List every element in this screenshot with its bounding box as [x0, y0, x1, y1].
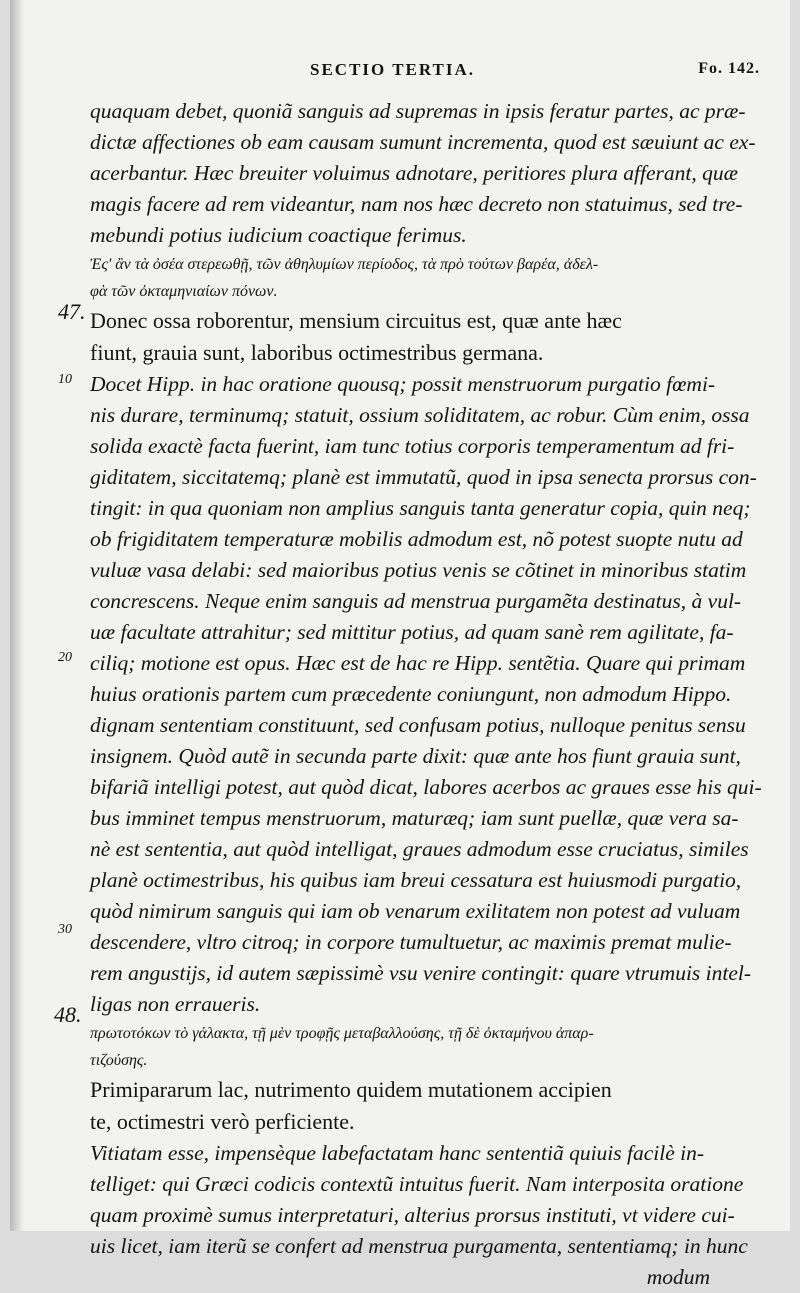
commentary-line: quam proximè sumus interpretaturi, alterius prorsus instituti, vt videre cui-	[90, 1203, 735, 1227]
commentary-line: insignem. Quòd autẽ in secunda parte dixit: quæ ante hos fiunt grauia sunt,	[90, 744, 741, 768]
commentary-line: nè est sententia, aut quòd intelligat, graues admodum esse cruciatus, similes	[90, 837, 749, 861]
aphorism-line: Donec ossa roborentur, mensium circuitus est, quæ ante hæc	[90, 308, 622, 333]
commentary-line: ciliq; motione est opus. Hæc est de hac re Hipp. sentẽtia. Quare qui primam	[90, 651, 746, 675]
commentary-line: nis durare, terminumq; statuit, ossium soliditatem, ac robur. Cùm enim, ossa	[90, 403, 750, 427]
commentary-line: tingit: in qua quoniam non amplius sanguis tanta generatur copia, quin neq;	[90, 496, 751, 520]
commentary-line: bus imminet tempus menstruorum, maturæq; iam sunt puellæ, quæ vera sa-	[90, 806, 739, 830]
commentary-line: telliget: qui Græci codicis contextũ intuitus fuerit. Nam interposita oratione	[90, 1172, 744, 1196]
aphorism-line: Primipararum lac, nutrimento quidem mutationem accipien	[90, 1077, 612, 1102]
catchword: modum	[646, 1265, 710, 1289]
commentary-line: Docet Hipp. in hac oratione quousq; possit menstruorum purgatio fœmi-	[90, 372, 716, 396]
commentary-line: quaquam debet, quoniã sanguis ad supremas in ipsis feratur partes, ac præ-	[90, 99, 746, 123]
commentary-line: ob frigiditatem temperaturæ mobilis admodum est, nõ potest suopte nutu ad	[90, 527, 743, 551]
greek-line: Ἐς' ἂν τὰ ὀσέα στερεωθῇ, τῶν ἀθηλυμίων περίοδος, τὰ πρὸ τούτων βαρέα, ἀδελ-	[90, 256, 599, 273]
greek-line: τιζούσης.	[90, 1052, 148, 1069]
line-marker-20: 20	[58, 650, 72, 665]
commentary-line: quòd nimirum sanguis qui iam ob venarum exilitatem non potest ad vuluam	[90, 899, 741, 923]
commentary-line: magis facere ad rem videantur, nam nos hæc decreto non statuimus, sed tre-	[90, 192, 743, 216]
greek-line: φὰ τῶν ὀκταμηνιαίων πόνων.	[90, 283, 278, 300]
commentary-line: uæ facultate attrahitur; sed mittitur potius, ad quam sanè rem agilitate, fa-	[90, 620, 734, 644]
running-header	[310, 60, 760, 90]
aphorism-line: fiunt, grauia sunt, laboribus octimestribus germana.	[90, 340, 544, 365]
text-body	[90, 96, 762, 1293]
gutter-shadow	[10, 0, 24, 1231]
commentary-line: Vitiatam esse, impensèque labefactatam hanc sententiã quiuis facilè in-	[90, 1141, 705, 1165]
commentary-line: vuluæ vasa delabi: sed maioribus potius venis se cõtinet in minoribus statim	[90, 558, 747, 582]
commentary-line: uis licet, iam iterũ se confert ad menstrua purgamenta, sententiamq; in hunc	[90, 1234, 748, 1258]
commentary-line: acerbantur. Hæc breuiter voluimus adnotare, peritiores plura afferant, quæ	[90, 161, 738, 185]
running-title: SECTIO TERTIA.	[310, 60, 476, 79]
commentary-line: solida exactè facta fuerint, iam tunc totius corporis temperamentum ad fri-	[90, 434, 735, 458]
line-marker-10: 10	[58, 372, 72, 387]
commentary-line: giditatem, siccitatemq; planè est immutatũ, quod in ipsa senecta prorsus con-	[90, 465, 757, 489]
commentary-line: dictæ affectiones ob eam causam sumunt incrementa, quod est sæuiunt ac ex-	[90, 130, 756, 154]
commentary-line: dignam sententiam constituunt, sed confusam potius, nulloque penitus sensu	[90, 713, 746, 737]
commentary-line: concrescens. Neque enim sanguis ad menstrua purgamẽta destinatus, à vul-	[90, 589, 742, 613]
commentary-line: mebundi potius iudicium coactique ferimus.	[90, 223, 467, 247]
aphorism-number-47: 47.	[58, 299, 86, 324]
book-page	[10, 0, 790, 1289]
aphorism-line: te, octimestri verò perficiente.	[90, 1109, 355, 1134]
greek-line: πρωτοτόκων τὸ γάλακτα, τῇ μὲν τροφῇς μεταβαλλούσης, τῇ δὲ ὀκταμήνου ἀπαρ-	[90, 1025, 594, 1042]
commentary-line: ligas non erraueris.	[90, 992, 261, 1016]
commentary-line: planè octimestribus, his quibus iam breui cessatura est huiusmodi purgatio,	[90, 868, 742, 892]
commentary-line: huius orationis partem cum præcedente coniungunt, non admodum Hippo.	[90, 682, 732, 706]
folio-number: Fo. 142.	[698, 60, 760, 77]
commentary-line: bifariã intelligi potest, aut quòd dicat, labores acerbos ac graues esse his qui-	[90, 775, 762, 799]
commentary-line: rem angustijs, id autem sæpissimè vsu venire contingit: quare vtrumuis intel-	[90, 961, 752, 985]
commentary-line: descendere, vltro citroq; in corpore tumultuetur, ac maximis premat mulie-	[90, 930, 732, 954]
line-marker-30: 30	[58, 922, 72, 937]
aphorism-number-48: 48.	[54, 1002, 82, 1027]
